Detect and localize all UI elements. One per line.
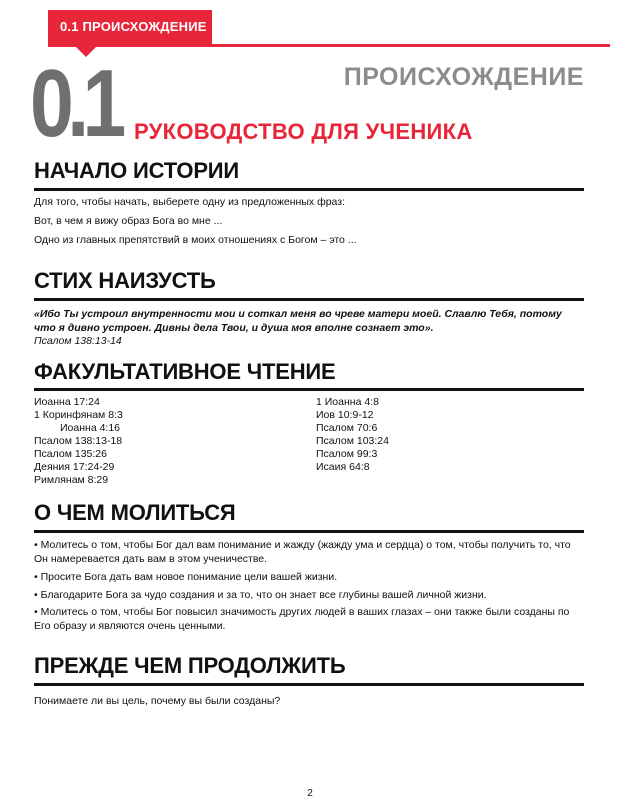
reading-left-column (34, 396, 123, 487)
prayer-rule (34, 530, 584, 533)
story-heading: НАЧАЛО ИСТОРИИ (34, 158, 240, 183)
chapter-title: ПРОИСХОЖДЕНИЕ (343, 63, 584, 91)
story-line-3: Одно из главных препятствий в моих отношениях с Богом – это ... (34, 234, 357, 246)
reading-left-item: 1 Коринфянам 8:3 (34, 409, 123, 421)
reading-heading: ФАКУЛЬТАТИВНОЕ ЧТЕНИЕ (34, 359, 336, 384)
before-rule (34, 683, 584, 686)
memory-quote: «Ибо Ты устроил внутренности мои и соткал меня во чреве матери моей. Славлю Тебя, потому что я дивно устроен. Дивны дела Твои, и душа моя вполне сознает это». (34, 308, 562, 334)
reading-left-item: Иоанна 4:16 (60, 422, 121, 434)
story-rule (34, 188, 584, 191)
before-question: Понимаете ли вы цель, почему вы были созданы? (34, 695, 281, 707)
reading-right-item: Псалом 99:3 (316, 448, 378, 460)
memory-reference: Псалом 138:13-14 (34, 335, 122, 347)
lesson-number: 0.1 (30, 50, 120, 157)
story-line-1: Для того, чтобы начать, выберете одну из предложенных фраз: (34, 196, 345, 208)
guide-title: РУКОВОДСТВО ДЛЯ УЧЕНИКА (134, 119, 473, 144)
prayer-item-2: • Просите Бога дать вам новое понимание цели вашей жизни. (34, 571, 338, 583)
reading-left-item: Иоанна 17:24 (34, 396, 100, 408)
before-heading: ПРЕЖДЕ ЧЕМ ПРОДОЛЖИТЬ (34, 653, 346, 678)
story-line-2: Вот, в чем я вижу образ Бога во мне ... (34, 215, 223, 227)
memory-rule (34, 298, 584, 301)
reading-left-item: Римлянам 8:29 (34, 474, 109, 486)
header-rule (48, 44, 610, 47)
reading-rule (34, 388, 584, 391)
page-number: 2 (307, 788, 313, 799)
reading-left-item: Деяния 17:24-29 (34, 461, 115, 473)
reading-right-item: 1 Иоанна 4:8 (316, 396, 379, 408)
reading-right-item: Псалом 70:6 (316, 422, 378, 434)
chapter-tab: 0.1 ПРОИСХОЖДЕНИЕ (48, 10, 212, 44)
reading-right-item: Иов 10:9-12 (316, 409, 374, 421)
reading-right-column (316, 396, 389, 474)
reading-left-item: Псалом 138:13-18 (34, 435, 123, 447)
prayer-item-4: • Молитесь о том, чтобы Бог повысил значимость других людей в ваших глазах – они также были созданы по Его образу и являются очень ценными. (34, 606, 570, 632)
reading-right-item: Псалом 103:24 (316, 435, 389, 447)
prayer-heading: О ЧЕМ МОЛИТЬСЯ (34, 500, 236, 525)
memory-heading: СТИХ НАИЗУСТЬ (34, 268, 216, 293)
prayer-item-1: • Молитесь о том, чтобы Бог дал вам понимание и жажду (жажду ума и сердца) о том, чтобы получить то, что Он намеревается дать вам в этом ученичестве. (34, 539, 571, 565)
reading-right-item: Исаия 64:8 (316, 461, 370, 473)
reading-left-item: Псалом 135:26 (34, 448, 107, 460)
prayer-item-3: • Благодарите Бога за чудо создания и за то, что он знает все глубины вашей личной жизни. (34, 589, 487, 601)
